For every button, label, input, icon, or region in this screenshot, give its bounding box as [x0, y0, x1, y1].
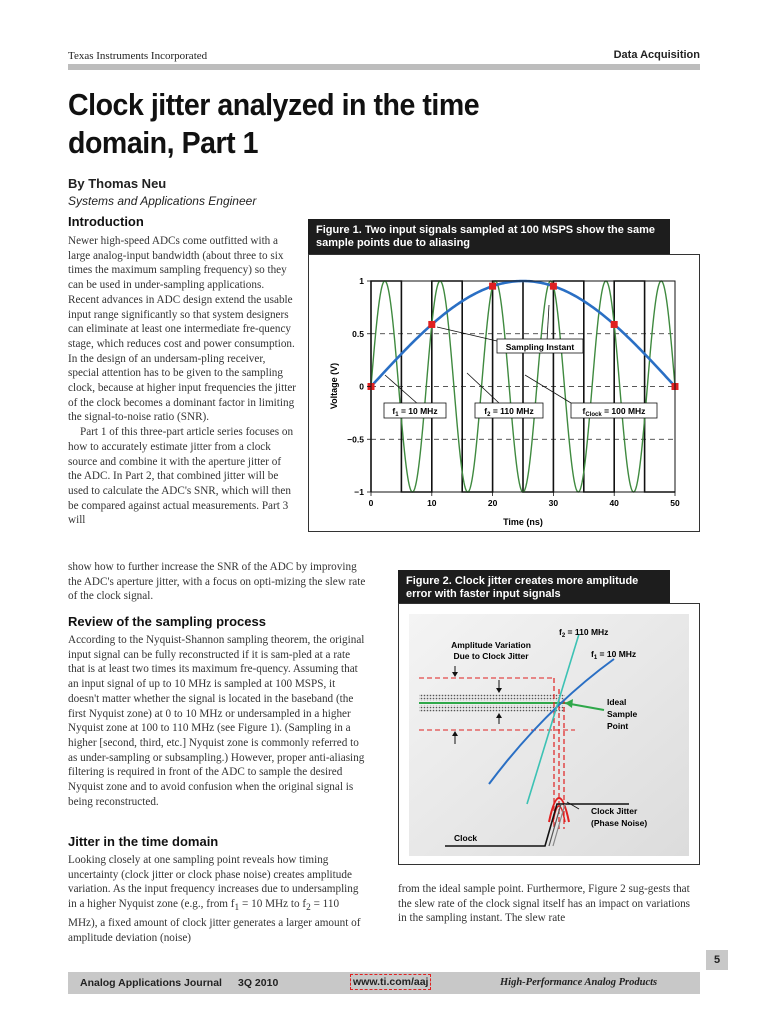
- sample-point-4: [611, 321, 618, 328]
- f1-label-fig2: $f_1 = 10$ MHz: [591, 649, 637, 661]
- figure1-xlabel: Time (ns): [503, 517, 543, 527]
- figure2-frame: [398, 603, 700, 865]
- f2-label: $f_2 = 110$ MHz: [484, 406, 534, 418]
- y-tick-label-3: −0.5: [347, 434, 364, 445]
- y-tick-label-0: 1: [359, 276, 364, 286]
- page-number: 5: [706, 950, 728, 970]
- f2-label-fig2: $f_2 = 110$ MHz: [559, 627, 609, 639]
- intro-column: [68, 234, 296, 528]
- jitter-text-2: = 10 MHz to f: [239, 898, 307, 911]
- right-column-paragraph: [398, 882, 700, 926]
- f2-arrow: [467, 373, 499, 403]
- x-tick-label-2: 20: [487, 498, 498, 508]
- figure2-diagram: [399, 604, 699, 864]
- header-section: Data Acquisition: [613, 49, 700, 61]
- x-tick-label-0: 0: [368, 498, 374, 508]
- intro-paragraph-2b-text: show how to further increase the SNR of the ADC by improving the ADC's aperture jitter, with a focus on opti-mizing the slew rate of the clock signal.: [68, 561, 366, 603]
- amp-variation-label: Amplitude Variation: [451, 640, 531, 650]
- x-tick-label-3: 30: [548, 498, 559, 508]
- header-rule: [68, 64, 700, 70]
- figure1-chart: [309, 255, 699, 531]
- jitter-paragraph: [68, 853, 368, 945]
- footer-products: High-Performance Analog Products: [500, 977, 658, 988]
- y-tick-label-1: 0.5: [352, 328, 364, 339]
- intro-paragraph-1: Newer high-speed ADCs come outfitted with a large analog-input bandwidth (about three to six times the maximum sampling frequency) so they can be used in under-sampling applications. Recent advances in ADC design extend the usable input range significantly so that system designers can eliminate at least one intermediate fre-quency stage, which reduces cost and power consumption. In the design of an undersam-pling receiver, special attention has to be given to the sampling clock, because at higher input frequencies the jitter of the clock becomes a dominant factor in limiting the signal-to-noise ratio (SNR).: [68, 235, 297, 424]
- article-title: Clock jitter analyzed in the time domain, Part 1: [68, 87, 480, 160]
- figure1-ylabel: Voltage (V): [329, 362, 339, 410]
- y-tick-label-4: −1: [354, 487, 364, 497]
- clock-label: Clock: [454, 833, 478, 843]
- amp-variation-label-2: Due to Clock Jitter: [453, 651, 529, 661]
- jitter-sub-2: 2: [306, 903, 311, 914]
- x-tick-label-5: 50: [670, 498, 680, 508]
- figure1-frame: [308, 254, 700, 532]
- amplitude-band-lower: [419, 705, 565, 712]
- x-tick-label-1: 10: [427, 498, 437, 508]
- f1-label: $f_1 = 10$ MHz: [392, 406, 438, 418]
- ideal-label-3: Point: [607, 721, 629, 731]
- figure2-caption: Figure 2. Clock jitter creates more amplitude error with faster input signals: [398, 570, 670, 604]
- fclock-label: $f_{Clock} = 100$ MHz: [582, 406, 646, 418]
- review-paragraph: [68, 633, 368, 809]
- jitter-label-1: Clock Jitter: [591, 806, 638, 816]
- jitter-label-2: (Phase Noise): [591, 818, 648, 828]
- ideal-label-1: Ideal: [607, 697, 627, 707]
- footer-journal: Analog Applications Journal: [80, 977, 222, 989]
- sample-point-1: [428, 321, 435, 328]
- figure1-tick-labels: [347, 276, 680, 508]
- sampling-instant-arrow-2: [547, 305, 549, 341]
- author-role: Systems and Applications Engineer: [68, 194, 257, 208]
- jitter-text-1: Looking closely at one sampling point reveals how timing uncertainty (clock jitter or clock phase noise) creates amplitude variation. As the input frequency increases due to undersampling in a higher Nyquist zone (e.g., from f: [68, 854, 359, 911]
- y-tick-label-2: 0: [359, 381, 364, 392]
- right-column-text: from the ideal sample point. Furthermore, Figure 2 sug-gests that the slew rate of the clock signal itself has an impact on variations in the sampling instant. The slew rate: [398, 883, 691, 925]
- jitter-sub-1: 1: [234, 903, 240, 914]
- ideal-label-2: Sample: [607, 709, 638, 719]
- review-paragraph-text: According to the Nyquist-Shannon sampling theorem, the original input signal can be fully reconstructed if it is sam-pled at a rate that is at least two times its maximum fre-quency. Assuming that an input signal of up to 10 MHz is sampled at 100 MSPS, it doesn't matter whether the signal is located in the baseband (the first Nyquist zone) at 0 to 10 MHz or undersampled in a higher Nyquist zone at 100 to 110 MHz (see Figure 1). (Sampling in a higher [second, third, etc.] Nyquist zone is commonly referred to as under-sampling or subsampling.) However, proper anti-aliasing filtering is required in front of the ADC to sample the desired Nyquist zone and to avoid confusion when the original signal is being reconstructed.: [68, 634, 365, 808]
- sample-point-3: [550, 283, 557, 290]
- figure1-caption: Figure 1. Two input signals sampled at 100 MSPS show the same sample points due to aliasing: [308, 219, 670, 255]
- intro-paragraph-2a: Part 1 of this three-part article series focuses on how to accurately estimate jitter from a clock source and combine it with the aperture jitter of the ADC. In Part 2, that combined jitter will be used to calculate the ADC's SNR, which will then be compared against actual measurements. Part 3 will: [68, 426, 294, 527]
- footer-issue: 3Q 2010: [238, 977, 279, 989]
- jitter-text-3: = 110 MHz), a fixed amount of clock jitter generates a larger amount of amplitude deviation (noise): [68, 898, 361, 944]
- jitter-heading: Jitter in the time domain: [68, 834, 219, 849]
- intro-heading: Introduction: [68, 214, 144, 229]
- x-tick-label-4: 40: [609, 498, 619, 508]
- article-author: By Thomas Neu: [68, 176, 167, 191]
- intro-paragraph-2b: [68, 560, 368, 604]
- footer-url-link[interactable]: www.ti.com/aaj: [350, 974, 431, 990]
- jitter-paragraph-text: [68, 853, 368, 945]
- header-company: Texas Instruments Incorporated: [68, 50, 208, 62]
- sample-point-2: [489, 283, 496, 290]
- amplitude-band-upper: [419, 694, 565, 701]
- sampling-instant-label: Sampling Instant: [505, 342, 575, 352]
- review-heading: Review of the sampling process: [68, 614, 266, 629]
